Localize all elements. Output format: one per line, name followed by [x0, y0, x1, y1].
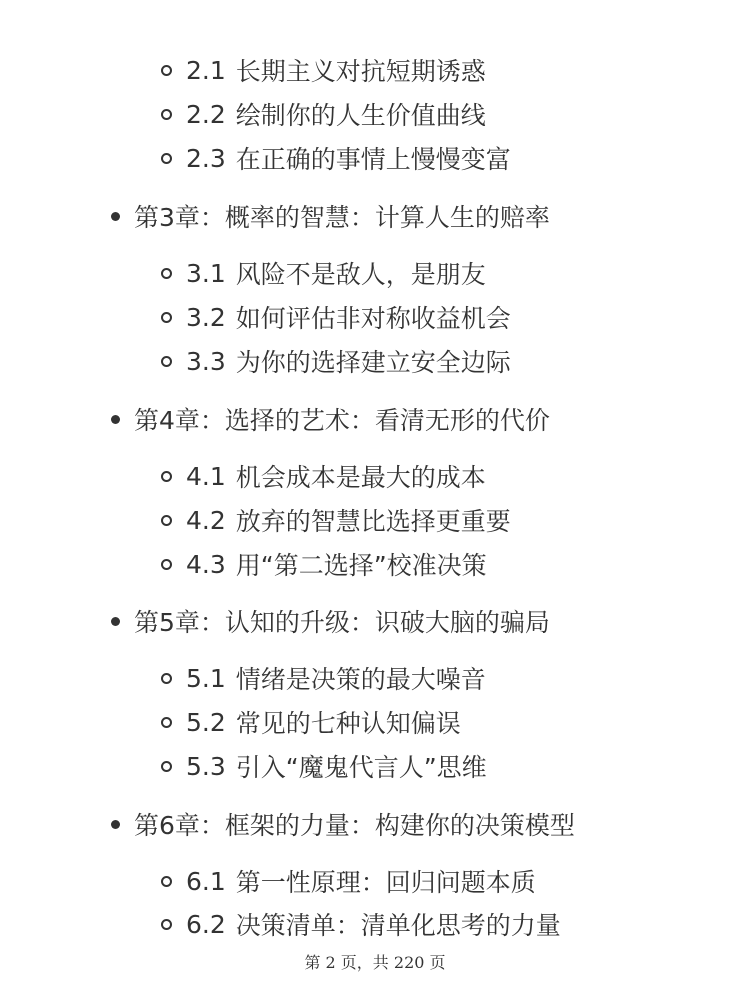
section-title: 用“第二选择”校准决策 [235, 551, 487, 580]
section-title: 放弃的智慧比选择更重要 [235, 507, 511, 536]
section-number: 3.2 [186, 302, 226, 332]
circle-bullet-icon [161, 515, 172, 526]
circle-bullet-icon [161, 153, 172, 164]
disc-bullet-icon [111, 415, 120, 424]
section-number: 3.1 [186, 258, 226, 288]
section-number: 4.1 [186, 461, 226, 491]
chapter-title: 第5章：认知的升级：识破大脑的骗局 [134, 608, 550, 637]
section-number: 6.1 [186, 866, 226, 896]
section-title: 常见的七种认知偏误 [235, 709, 461, 738]
disc-bullet-icon [111, 212, 120, 221]
disc-bullet-icon [111, 617, 120, 626]
section-title: 机会成本是最大的成本 [235, 463, 486, 492]
circle-bullet-icon [161, 717, 172, 728]
section-title: 第一性原理：回归问题本质 [235, 868, 536, 897]
section-number: 4.2 [186, 505, 226, 535]
circle-bullet-icon [161, 559, 172, 570]
toc-chapter-item[interactable] [111, 601, 550, 641]
toc-section-item[interactable] [161, 500, 511, 540]
circle-bullet-icon [161, 268, 172, 279]
section-title: 风险不是敌人，是朋友 [235, 260, 486, 289]
circle-bullet-icon [161, 109, 172, 120]
section-number: 4.3 [186, 549, 226, 579]
toc-section-item[interactable] [161, 746, 487, 786]
toc-section-item[interactable] [161, 50, 486, 90]
section-number: 2.1 [186, 55, 226, 85]
toc-section-item[interactable] [161, 658, 486, 698]
circle-bullet-icon [161, 471, 172, 482]
toc-section-item[interactable] [161, 253, 486, 293]
section-number: 2.3 [186, 143, 226, 173]
toc-section-item[interactable] [161, 861, 536, 901]
toc-section-item[interactable] [161, 94, 486, 134]
section-number: 5.1 [186, 663, 226, 693]
toc-section-item[interactable] [161, 341, 511, 381]
section-number: 5.3 [186, 751, 226, 781]
toc-chapter-item[interactable] [111, 804, 575, 844]
section-title: 长期主义对抗短期诱惑 [235, 57, 486, 86]
section-title: 引入“魔鬼代言人”思维 [235, 753, 487, 782]
toc-chapter-item[interactable] [111, 196, 550, 236]
section-title: 为你的选择建立安全边际 [235, 348, 511, 377]
section-number: 6.2 [186, 909, 226, 939]
section-title: 决策清单：清单化思考的力量 [235, 911, 561, 940]
section-title: 在正确的事情上慢慢变富 [235, 145, 511, 174]
circle-bullet-icon [161, 919, 172, 930]
section-title: 如何评估非对称收益机会 [235, 304, 511, 333]
circle-bullet-icon [161, 673, 172, 684]
section-number: 2.2 [186, 99, 226, 129]
toc-section-item[interactable] [161, 544, 487, 584]
section-title: 绘制你的人生价值曲线 [235, 101, 486, 130]
toc-section-item[interactable] [161, 702, 461, 742]
circle-bullet-icon [161, 761, 172, 772]
chapter-title: 第4章：选择的艺术：看清无形的代价 [134, 406, 550, 435]
toc-section-item[interactable] [161, 904, 561, 944]
circle-bullet-icon [161, 65, 172, 76]
circle-bullet-icon [161, 356, 172, 367]
section-title: 情绪是决策的最大噪音 [235, 665, 486, 694]
toc-section-item[interactable] [161, 138, 511, 178]
circle-bullet-icon [161, 876, 172, 887]
toc-section-item[interactable] [161, 456, 486, 496]
toc-chapter-item[interactable] [111, 399, 550, 439]
section-number: 3.3 [186, 346, 226, 376]
toc-section-item[interactable] [161, 297, 511, 337]
chapter-title: 第3章：概率的智慧：计算人生的赔率 [134, 203, 550, 232]
section-number: 5.2 [186, 707, 226, 737]
disc-bullet-icon [111, 820, 120, 829]
chapter-title: 第6章：框架的力量：构建你的决策模型 [134, 811, 575, 840]
circle-bullet-icon [161, 312, 172, 323]
page-number-footer: 第 2 页，共 220 页 [304, 953, 446, 972]
